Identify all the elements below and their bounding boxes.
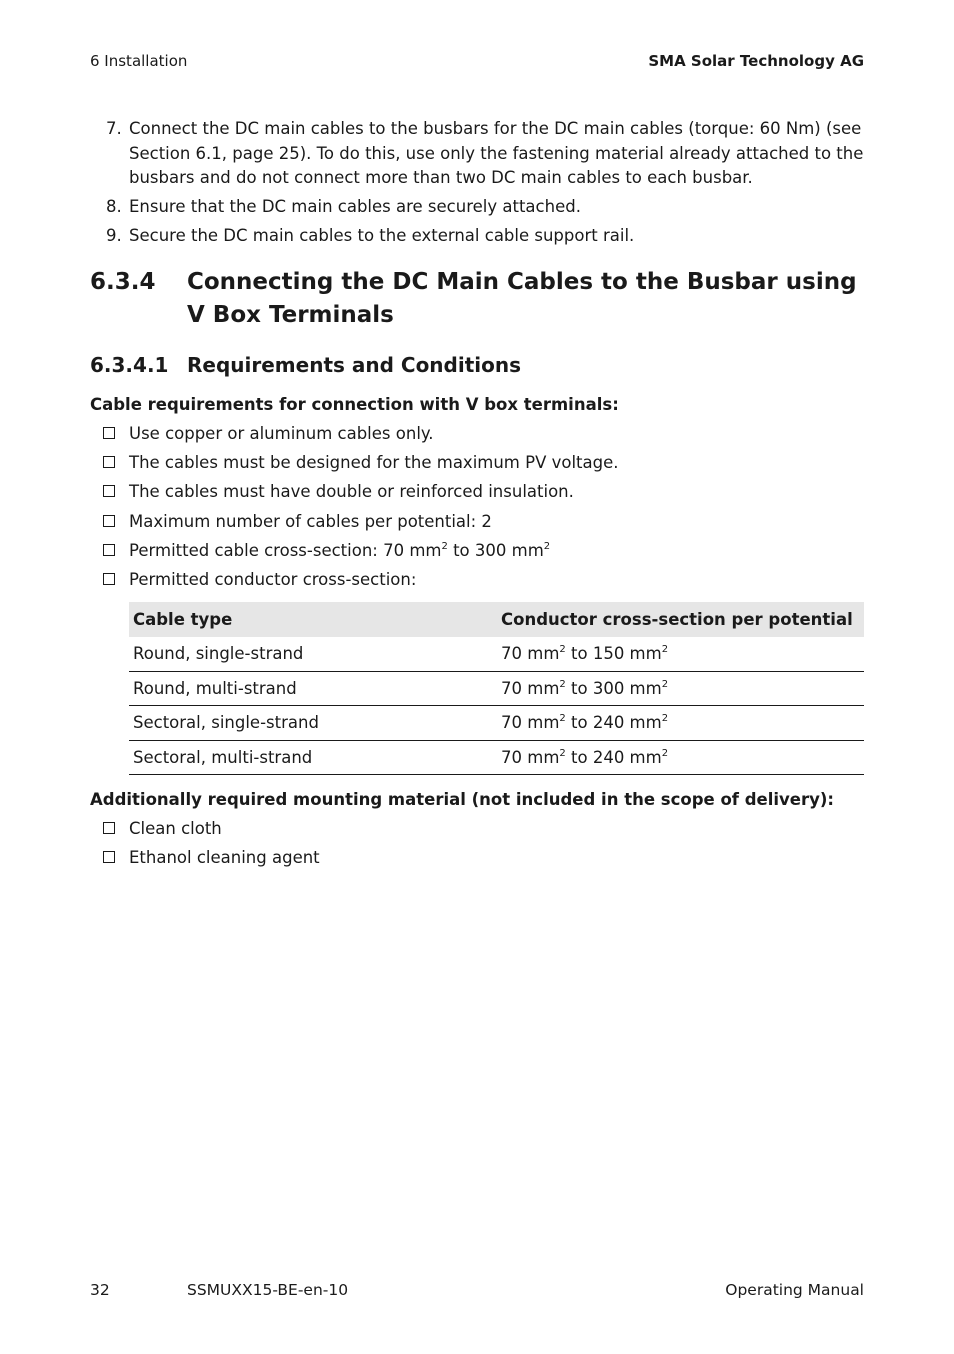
page-number: 32 (90, 1281, 110, 1299)
checkbox-icon (103, 822, 115, 834)
step-number: 8. (106, 197, 122, 216)
header-company: SMA Solar Technology AG (648, 52, 864, 70)
cell-max: to 150 mm (565, 644, 662, 664)
cell-cross-section (497, 671, 864, 706)
list-item-text: Use copper or aluminum cables only. (129, 424, 434, 443)
cell-cross-section (497, 740, 864, 775)
list-item (90, 846, 864, 875)
list-item (90, 539, 864, 568)
cell-min: 70 mm (501, 678, 560, 698)
cell-max: to 300 mm (565, 678, 662, 698)
table-row (129, 637, 864, 672)
list-item-text: Maximum number of cables per potential: 2 (129, 511, 492, 531)
cell-cable-type: Round, single-strand (129, 637, 497, 672)
cell-max: to 240 mm (565, 713, 662, 733)
checkbox-icon (103, 515, 115, 527)
page-header (90, 52, 864, 74)
superscript: 2 (441, 540, 448, 552)
mounting-material-heading: Additionally required mounting material (not included in the scope of delivery): (90, 790, 834, 809)
cable-requirements-heading: Cable requirements for connection with V box terminals: (90, 395, 619, 414)
table-row (129, 740, 864, 775)
conductor-cross-section-table (129, 602, 864, 775)
cell-max: to 240 mm (565, 747, 662, 767)
cell-min: 70 mm (501, 713, 560, 733)
list-item-text: Permitted conductor cross-section: (129, 569, 417, 589)
table-row (129, 671, 864, 706)
step-text: Ensure that the DC main cables are securely attached. (129, 197, 581, 216)
checkbox-icon (103, 485, 115, 497)
superscript: 2 (661, 747, 669, 759)
section-number: 6.3.4 (90, 269, 156, 295)
superscript: 2 (661, 678, 669, 690)
subsection-number: 6.3.4.1 (90, 353, 169, 377)
list-item (90, 422, 864, 451)
column-header-cross-section: Conductor cross-section per potential (497, 602, 864, 637)
checkbox-icon (103, 427, 115, 439)
step-text: Connect the DC main cables to the busbars for the DC main cables (torque: 60 Nm) (see Section 6.1, page 25). To do this, use only the fastening material already attached to the busbars and do not connect more than two DC main cables to each busbar. (129, 119, 864, 187)
header-chapter: 6 Installation (90, 52, 188, 70)
table-header-row (129, 602, 864, 637)
checkbox-icon (103, 544, 115, 556)
section-heading (90, 266, 870, 331)
step-item (90, 117, 864, 191)
column-header-cable-type: Cable type (129, 602, 497, 637)
list-item (90, 510, 864, 539)
step-item (90, 224, 864, 249)
cell-min: 70 mm (501, 747, 560, 767)
superscript: 2 (559, 713, 566, 725)
cell-min: 70 mm (501, 644, 560, 664)
list-item-text: Clean cloth (129, 819, 222, 838)
superscript: 2 (661, 644, 669, 656)
document-type: Operating Manual (725, 1281, 864, 1299)
list-item (90, 451, 864, 480)
list-item-text: Ethanol cleaning agent (129, 848, 320, 868)
step-number: 7. (106, 119, 122, 138)
table-row (129, 706, 864, 741)
cell-cross-section (497, 637, 864, 672)
cell-cross-section (497, 706, 864, 741)
page-footer (90, 1281, 864, 1303)
step-item (90, 195, 864, 220)
mounting-material-list (90, 817, 864, 875)
superscript: 2 (543, 540, 551, 552)
cell-cable-type: Sectoral, multi-strand (129, 740, 497, 775)
cable-requirements-list (90, 422, 864, 597)
cell-cable-type: Sectoral, single-strand (129, 706, 497, 741)
installation-steps (90, 117, 864, 253)
list-item (90, 480, 864, 509)
subsection-title: Requirements and Conditions (187, 353, 522, 377)
cell-cable-type: Round, multi-strand (129, 671, 497, 706)
checkbox-icon (103, 851, 115, 863)
list-item (90, 568, 864, 597)
checkbox-icon (103, 573, 115, 585)
checkbox-icon (103, 456, 115, 468)
superscript: 2 (661, 713, 669, 725)
document-id: SSMUXX15-BE-en-10 (187, 1281, 349, 1299)
list-item (90, 817, 864, 846)
list-item-text: The cables must be designed for the maximum PV voltage. (129, 453, 619, 473)
cross-section-middle: to 300 mm (447, 540, 544, 560)
section-title: Connecting the DC Main Cables to the Busbar using V Box Terminals (187, 269, 857, 328)
superscript: 2 (559, 747, 566, 759)
superscript: 2 (559, 644, 566, 656)
step-text: Secure the DC main cables to the external cable support rail. (129, 226, 635, 245)
step-number: 9. (106, 226, 122, 245)
superscript: 2 (559, 678, 566, 690)
cross-section-prefix: Permitted cable cross-section: 70 mm (129, 540, 442, 560)
list-item-text: The cables must have double or reinforced insulation. (129, 482, 574, 502)
